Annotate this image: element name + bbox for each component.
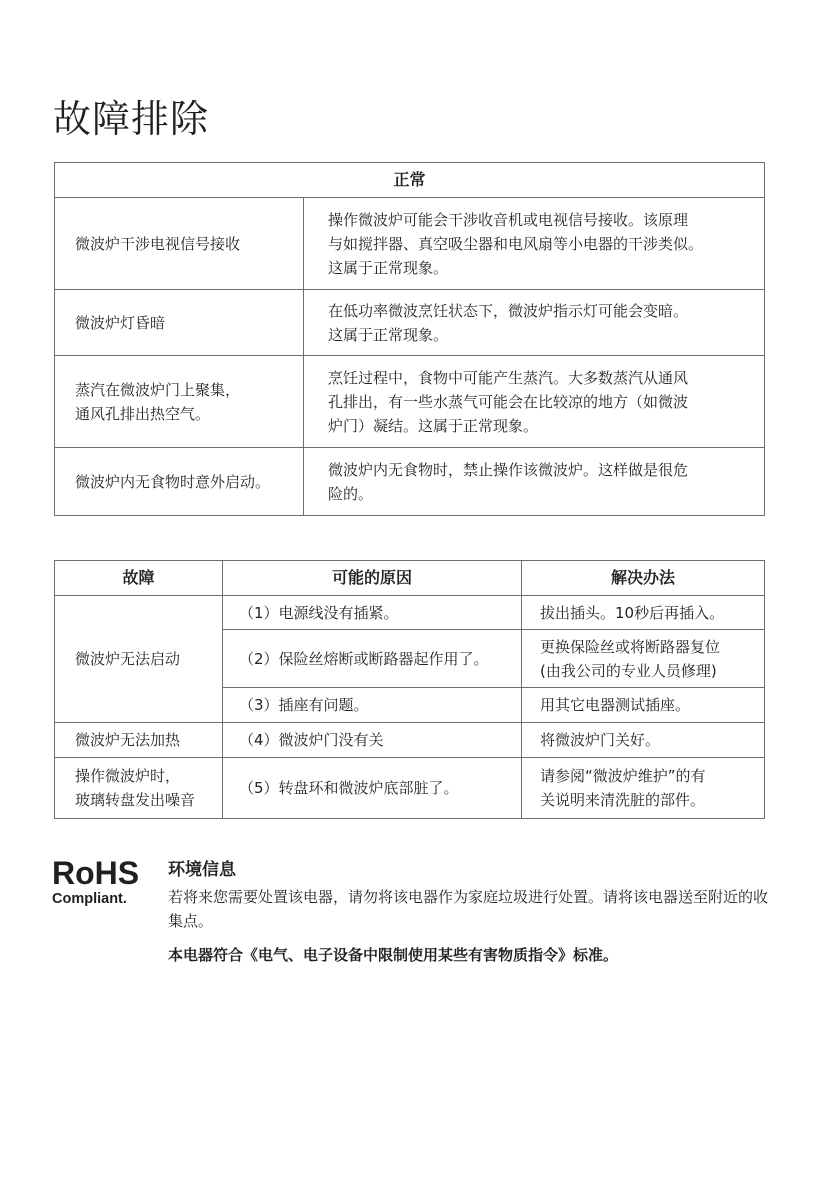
symptom-cell: 蒸汽在微波炉门上聚集， 通风孔排出热空气。 [55, 356, 304, 448]
symptom-cell: 微波炉内无食物时意外启动。 [55, 448, 304, 516]
solution-cell: 更换保险丝或将断路器复位 (由我公司的专业人员修理) [522, 630, 765, 688]
symptom-cell: 微波炉干涉电视信号接收 [55, 198, 304, 290]
solution-cell: 拔出插头。10秒后再插入。 [522, 596, 765, 630]
cause-cell: （5）转盘环和微波炉底部脏了。 [223, 758, 522, 819]
environment-info [168, 857, 768, 967]
page-title: 故障排除 [53, 97, 210, 141]
solution-header: 解决办法 [522, 561, 765, 596]
table-row [55, 198, 765, 290]
cause-cell: （1）电源线没有插紧。 [223, 596, 522, 630]
description-cell: 微波炉内无食物时，禁止操作该微波炉。这样做是很危 险的。 [304, 448, 765, 516]
table-row [55, 758, 765, 819]
cause-cell: （3）插座有问题。 [223, 688, 522, 723]
rohs-logo [52, 856, 152, 908]
symptom-cell: 微波炉灯昏暗 [55, 290, 304, 356]
cause-header: 可能的原因 [223, 561, 522, 596]
solution-cell: 用其它电器测试插座。 [522, 688, 765, 723]
cause-cell: （2）保险丝熔断或断路器起作用了。 [223, 630, 522, 688]
normal-operation-table [54, 162, 765, 516]
solution-cell: 将微波炉门关好。 [522, 723, 765, 758]
fault-table [54, 560, 765, 819]
table-row [55, 356, 765, 448]
rohs-logo-main: RoHS [52, 855, 140, 891]
table-row [55, 723, 765, 758]
table-header-row [55, 163, 765, 198]
description-cell: 在低功率微波烹饪状态下，微波炉指示灯可能会变暗。 这属于正常现象。 [304, 290, 765, 356]
description-cell: 操作微波炉可能会干涉收音机或电视信号接收。该原理 与如搅拌器、真空吸尘器和电风扇等小电器的干涉类似。 这属于正常现象。 [304, 198, 765, 290]
solution-cell: 请参阅“微波炉维护”的有 关说明来清洗脏的部件。 [522, 758, 765, 819]
normal-header: 正常 [55, 163, 765, 198]
rohs-logo-sub: Compliant. [52, 891, 127, 907]
table-row [55, 290, 765, 356]
table-row [55, 448, 765, 516]
fault-cell: 微波炉无法加热 [55, 723, 223, 758]
environment-compliance-text: 本电器符合《电气、电子设备中限制使用某些有害物质指令》标准。 [168, 946, 619, 964]
cause-cell: （4）微波炉门没有关 [223, 723, 522, 758]
table-header-row [55, 561, 765, 596]
fault-cell: 操作微波炉时， 玻璃转盘发出噪音 [55, 758, 223, 819]
environment-title: 环境信息 [168, 860, 236, 880]
fault-header: 故障 [55, 561, 223, 596]
environment-text: 若将来您需要处置该电器，请勿将该电器作为家庭垃圾进行处置。请将该电器送至附近的收集点。 [168, 888, 769, 930]
description-cell: 烹饪过程中，食物中可能产生蒸汽。大多数蒸汽从通风 孔排出，有一些水蒸气可能会在比较凉的地方（如微波 炉门）凝结。这属于正常现象。 [304, 356, 765, 448]
fault-cell: 微波炉无法启动 [55, 596, 223, 723]
table-row [55, 596, 765, 630]
